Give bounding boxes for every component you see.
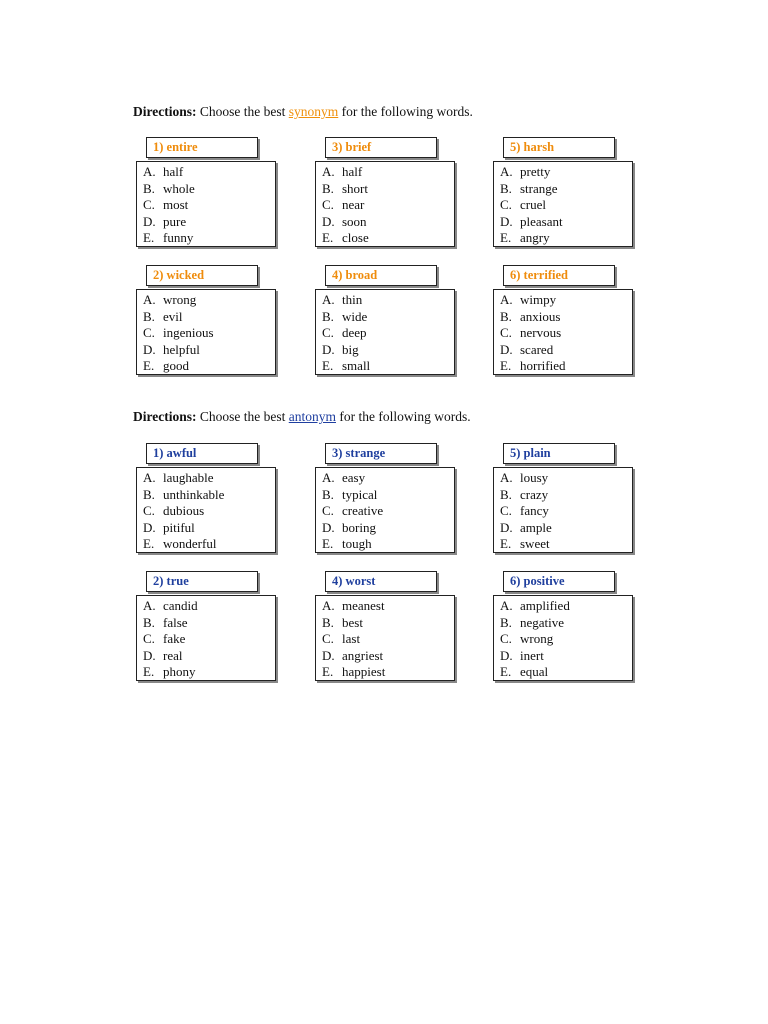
question-title: 3) strange — [325, 443, 437, 464]
option[interactable]: A. easy — [322, 470, 366, 485]
question-title: 4) worst — [325, 571, 437, 592]
option[interactable]: E. funny — [143, 230, 194, 245]
options-box — [493, 467, 633, 553]
directions-label: Directions: — [133, 104, 197, 119]
options-box — [315, 161, 455, 247]
option[interactable]: A. wrong — [143, 292, 197, 307]
option[interactable]: B. unthinkable — [143, 486, 225, 502]
question-title: 4) broad — [325, 265, 437, 286]
option[interactable]: C. dubious — [143, 503, 205, 518]
directions-text-post: for the following words. — [338, 104, 473, 119]
option[interactable]: B. false — [143, 614, 188, 630]
option[interactable]: E. equal — [500, 664, 549, 679]
option[interactable]: C. fake — [143, 631, 186, 646]
option[interactable]: C. creative — [322, 503, 384, 518]
option[interactable]: B. wide — [322, 308, 368, 324]
option[interactable]: E. close — [322, 230, 369, 245]
option[interactable]: A. lousy — [500, 470, 549, 485]
option[interactable]: B. crazy — [500, 486, 549, 502]
option[interactable]: E. wonderful — [143, 536, 217, 551]
option[interactable]: A. candid — [143, 598, 198, 613]
option[interactable]: B. evil — [143, 308, 183, 324]
option[interactable]: E. horrified — [500, 358, 566, 373]
option[interactable]: A. wimpy — [500, 292, 557, 307]
option[interactable]: D. scared — [500, 341, 554, 357]
option[interactable]: D. angriest — [322, 647, 384, 663]
option[interactable]: C. last — [322, 631, 361, 646]
option[interactable]: B. best — [322, 614, 363, 630]
option[interactable]: E. phony — [143, 664, 196, 679]
option[interactable]: A. half — [322, 164, 363, 179]
option[interactable]: A. thin — [322, 292, 363, 307]
option[interactable]: D. pleasant — [500, 213, 563, 229]
option[interactable]: D. big — [322, 341, 359, 357]
directions-line — [133, 103, 653, 121]
option[interactable]: C. cruel — [500, 197, 546, 212]
option[interactable]: B. negative — [500, 614, 565, 630]
question-title: 3) brief — [325, 137, 437, 158]
option[interactable]: A. half — [143, 164, 184, 179]
question-title: 6) terrified — [503, 265, 615, 286]
directions-text-pre: Choose the best — [196, 409, 289, 424]
question-title: 1) awful — [146, 443, 258, 464]
option[interactable]: A. pretty — [500, 164, 551, 179]
option[interactable]: C. most — [143, 197, 189, 212]
directions-text-pre: Choose the best — [196, 104, 289, 119]
options-box — [136, 161, 276, 247]
option[interactable]: C. ingenious — [143, 325, 214, 340]
option[interactable]: B. anxious — [500, 308, 561, 324]
options-box — [315, 289, 455, 375]
option[interactable]: E. angry — [500, 230, 550, 245]
options-box — [493, 161, 633, 247]
options-box — [493, 289, 633, 375]
option[interactable]: D. real — [143, 647, 183, 663]
question-title: 5) harsh — [503, 137, 615, 158]
question-title: 6) positive — [503, 571, 615, 592]
option[interactable]: D. pitiful — [143, 519, 195, 535]
option[interactable]: E. good — [143, 358, 189, 373]
option[interactable]: D. inert — [500, 647, 544, 663]
question-title: 2) wicked — [146, 265, 258, 286]
question-title: 5) plain — [503, 443, 615, 464]
directions-text-post: for the following words. — [336, 409, 471, 424]
option[interactable]: D. soon — [322, 213, 367, 229]
option[interactable]: A. laughable — [143, 470, 214, 485]
options-box — [315, 595, 455, 681]
option[interactable]: C. wrong — [500, 631, 554, 646]
options-box — [493, 595, 633, 681]
option[interactable]: E. small — [322, 358, 371, 373]
option[interactable]: D. boring — [322, 519, 376, 535]
option[interactable]: B. short — [322, 180, 368, 196]
option[interactable]: C. near — [322, 197, 365, 212]
option[interactable]: D. pure — [143, 213, 187, 229]
option[interactable]: E. happiest — [322, 664, 386, 679]
options-box — [136, 467, 276, 553]
option[interactable]: E. sweet — [500, 536, 550, 551]
options-box — [136, 289, 276, 375]
directions-keyword-link[interactable]: synonym — [288, 104, 339, 119]
option[interactable]: D. ample — [500, 519, 552, 535]
option[interactable]: A. amplified — [500, 598, 570, 613]
directions-keyword-link[interactable]: antonym — [288, 409, 336, 424]
synonym-section — [133, 103, 653, 373]
option[interactable]: C. deep — [322, 325, 367, 340]
option[interactable]: C. fancy — [500, 503, 549, 518]
directions-label: Directions: — [133, 409, 197, 424]
directions-line — [133, 408, 653, 426]
option[interactable]: B. typical — [322, 486, 378, 502]
option[interactable]: C. nervous — [500, 325, 562, 340]
option[interactable]: A. meanest — [322, 598, 385, 613]
option[interactable]: E. tough — [322, 536, 372, 551]
option[interactable]: B. strange — [500, 180, 558, 196]
options-box — [315, 467, 455, 553]
option[interactable]: B. whole — [143, 180, 195, 196]
antonym-section — [133, 408, 653, 679]
question-title: 2) true — [146, 571, 258, 592]
options-box — [136, 595, 276, 681]
question-title: 1) entire — [146, 137, 258, 158]
option[interactable]: D. helpful — [143, 341, 200, 357]
